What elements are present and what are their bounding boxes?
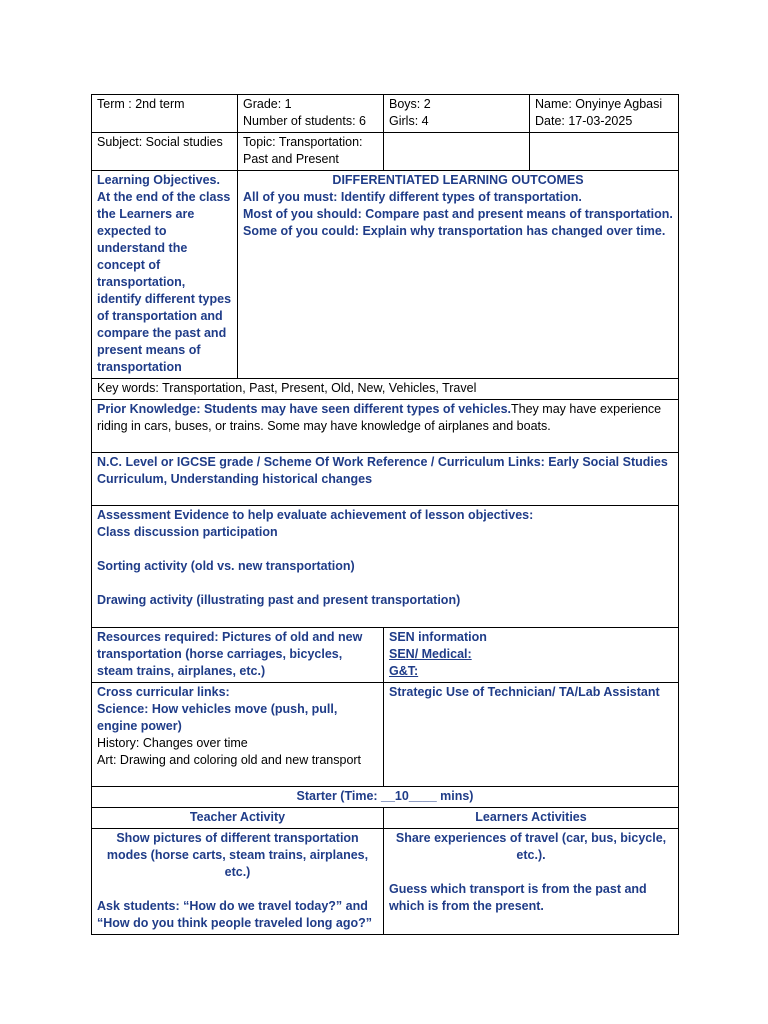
sen-medical: SEN/ Medical: xyxy=(389,647,472,661)
learning-objectives-cell xyxy=(92,171,238,379)
lesson-date: Date: 17-03-2025 xyxy=(535,114,633,128)
term-cell xyxy=(92,95,238,133)
grade: Grade: 1 xyxy=(243,97,292,111)
objectives-row xyxy=(92,171,679,379)
cross-curricular-art: Art: Drawing and coloring old and new transport xyxy=(97,753,362,767)
keywords-cell xyxy=(92,379,679,400)
assessment-item: Class discussion participation xyxy=(97,525,278,539)
resources-cell xyxy=(92,628,384,683)
curriculum-row xyxy=(92,453,679,506)
activity-row xyxy=(92,829,679,935)
prior-knowledge-cell xyxy=(92,400,679,453)
lesson-plan-table xyxy=(91,94,679,935)
resources-row xyxy=(92,628,679,683)
teacher-activity-2: Ask students: “How do we travel today?” and “How do you think people traveled long ago?” xyxy=(97,899,373,930)
outcome-could: Some of you could: Explain why transportation has changed over time. xyxy=(243,224,666,238)
cross-curricular-cell xyxy=(92,683,384,787)
cross-curricular-science: Science: How vehicles move (push, pull, engine power) xyxy=(97,702,338,733)
lesson-plan xyxy=(91,94,678,935)
curriculum-links: N.C. Level or IGCSE grade / Scheme Of Work Reference / Curriculum Links: Early Social Studies Curriculum, Understanding historical changes xyxy=(97,455,668,486)
topic-cell xyxy=(238,133,384,171)
gender-cell xyxy=(384,95,530,133)
keywords: Key words: Transportation, Past, Present, Old, New, Vehicles, Travel xyxy=(97,381,477,395)
teacher-activity-heading-cell xyxy=(92,808,384,829)
learner-activity-cell xyxy=(384,829,679,935)
outcomes-cell xyxy=(238,171,679,379)
assessment-heading: Assessment Evidence to help evaluate achievement of lesson objectives: xyxy=(97,508,534,522)
grade-cell xyxy=(238,95,384,133)
prior-knowledge-rest: They may have experience riding in cars, buses, or trains. Some may have knowledge of airplanes and boats. xyxy=(97,402,662,433)
starter-title-cell xyxy=(92,787,679,808)
prior-knowledge-row xyxy=(92,400,679,453)
assessment-row xyxy=(92,506,679,628)
objectives-heading: Learning Objectives. xyxy=(97,173,220,187)
topic: Topic: Transportation: Past and Present xyxy=(243,135,363,166)
starter-title-row xyxy=(92,787,679,808)
sen-heading: SEN information xyxy=(389,630,487,644)
keywords-row xyxy=(92,379,679,400)
number-of-students: Number of students: 6 xyxy=(243,114,366,128)
teacher-activity-cell xyxy=(92,829,384,935)
empty-cell xyxy=(530,133,679,171)
girls-count: Girls: 4 xyxy=(389,114,429,128)
cross-curricular-history: History: Changes over time xyxy=(97,736,248,750)
assessment-item: Sorting activity (old vs. new transportation) xyxy=(97,559,355,573)
activity-heading-row xyxy=(92,808,679,829)
cross-curricular-row xyxy=(92,683,679,787)
objectives-body: At the end of the class the Learners are expected to understand the concept of transportation, identify different types of transportation and compare the past and present means of transportation xyxy=(97,190,232,374)
subject: Subject: Social studies xyxy=(97,135,223,149)
learner-activity-2: Guess which transport is from the past and which is from the present. xyxy=(389,882,647,913)
sen-gifted-talented: G&T: xyxy=(389,664,419,678)
sen-cell xyxy=(384,628,679,683)
learner-activity-heading-cell xyxy=(384,808,679,829)
technician-use: Strategic Use of Technician/ TA/Lab Assistant xyxy=(389,685,660,699)
resources-required: Resources required: Pictures of old and new transportation (horse carriages, bicycles, steam trains, airplanes, etc.) xyxy=(97,630,363,678)
technician-cell xyxy=(384,683,679,787)
empty-cell xyxy=(384,133,530,171)
header-row-2 xyxy=(92,133,679,171)
term: Term : 2nd term xyxy=(97,97,185,111)
outcome-should: Most of you should: Compare past and present means of transportation. xyxy=(243,207,673,221)
curriculum-cell xyxy=(92,453,679,506)
boys-count: Boys: 2 xyxy=(389,97,431,111)
teacher-cell xyxy=(530,95,679,133)
teacher-name: Name: Onyinye Agbasi xyxy=(535,97,663,111)
header-row-1 xyxy=(92,95,679,133)
cross-curricular-heading: Cross curricular links: xyxy=(97,685,230,699)
learner-activity-heading: Learners Activities xyxy=(475,810,587,824)
prior-knowledge-bold: Prior Knowledge: Students may have seen different types of vehicles. xyxy=(97,402,512,416)
outcomes-heading: DIFFERENTIATED LEARNING OUTCOMES xyxy=(332,173,584,187)
learner-activity-1: Share experiences of travel (car, bus, bicycle, etc.). xyxy=(395,831,667,862)
teacher-activity-1: Show pictures of different transportation modes (horse carts, steam trains, airplanes, etc.) xyxy=(106,831,369,879)
teacher-activity-heading: Teacher Activity xyxy=(189,810,286,824)
assessment-cell xyxy=(92,506,679,628)
starter-title: Starter (Time: __10____ mins) xyxy=(296,789,474,803)
outcome-must: All of you must: Identify different types of transportation. xyxy=(243,190,582,204)
subject-cell xyxy=(92,133,238,171)
assessment-item: Drawing activity (illustrating past and present transportation) xyxy=(97,593,461,607)
